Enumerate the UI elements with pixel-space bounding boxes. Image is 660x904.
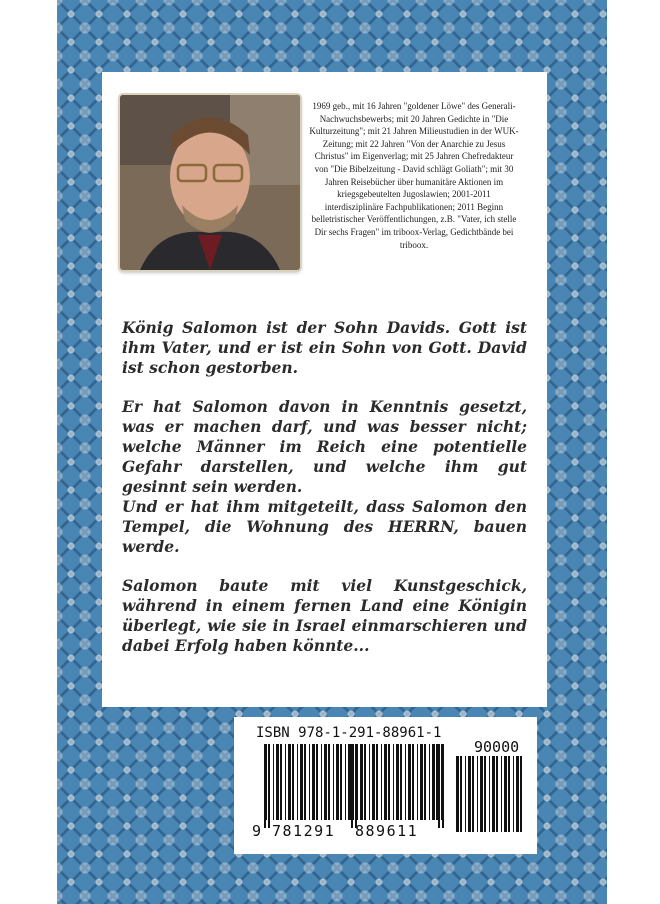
barcode-bar xyxy=(273,744,274,820)
price-code: 90000 xyxy=(474,738,520,756)
barcode-bar xyxy=(276,744,279,820)
barcode-bar xyxy=(405,744,406,820)
barcode-bar xyxy=(460,756,462,832)
barcode-bar xyxy=(436,744,438,820)
barcode-bar xyxy=(424,744,426,820)
barcode-bar xyxy=(348,744,351,820)
barcode-guard-bar xyxy=(264,744,266,828)
barcode-guard-bar xyxy=(351,744,353,828)
barcode-bar xyxy=(465,756,466,832)
barcode-bar xyxy=(441,744,442,820)
barcode-bar xyxy=(288,744,291,820)
barcode-bar xyxy=(417,744,418,820)
isbn-label: ISBN 978-1-291-88961-1 xyxy=(256,725,442,741)
barcode-guard-bar xyxy=(268,744,270,828)
barcode-bar xyxy=(381,744,382,820)
barcode-bar xyxy=(468,756,471,832)
barcode-left-digits: 781291 xyxy=(272,822,336,840)
barcode-bar xyxy=(480,756,483,832)
barcode-bar xyxy=(312,744,315,820)
barcode-guard-bar xyxy=(438,744,440,828)
barcode-bar xyxy=(369,744,370,820)
barcode-bar xyxy=(316,744,318,820)
blurb-paragraph: Salomon baute mit viel Kunstgeschick, während in einem fernen Land eine Königin überlegt, wie sie in Israel einmarschieren und dabei Erfolg haben könnte... xyxy=(122,576,527,655)
barcode-bar xyxy=(321,744,322,820)
barcode-bar xyxy=(324,744,327,820)
barcode-bar xyxy=(357,744,358,820)
author-bio: 1969 geb., mit 16 Jahren "goldener Löwe" des Generali-Nachwuchsbewerbs; mit 20 Jahren Gedichte in "Die Kulturzeitung"; mit 21 Jahren Milieustudien in der WUK-Zeitung; mit 22 Jahren "Von der Anarchie zu Jesus Christus" im Eigenverlag; mit 25 Jahren Chefredakteur von "Die Bibelzeitung - David schlägt Goliath"; mit 30 Jahren Reisebücher über humanitäre Aktionen im kriegsgebeutelten Jugoslawien; 2001-2011 interdisziplinäre Fachpublikationen; 2011 Beginn belletristischer Veröffentlichungen, z.B. "Vater, ich stelle Dir sechs Fragen" im triboox-Verlag, Gedichtbände bei triboox. xyxy=(309,101,519,250)
barcode-bar xyxy=(345,744,346,820)
barcode-bar xyxy=(400,744,402,820)
barcode-bar xyxy=(388,744,390,820)
barcode-bar xyxy=(364,744,366,820)
barcode-bar xyxy=(520,756,522,832)
blurb-paragraph: König Salomon ist der Sohn Davids. Gott ist ihm Vater, und er ist ein Sohn von Gott. David ist schon gestorben. xyxy=(122,318,527,377)
barcode-bar xyxy=(412,744,414,820)
barcode-bar xyxy=(432,744,435,820)
barcode-bar xyxy=(513,756,514,832)
barcode-bar xyxy=(393,744,394,820)
barcode-bar xyxy=(376,744,378,820)
barcode-bar xyxy=(285,744,286,820)
barcode-guard-bar xyxy=(355,744,357,828)
barcode-bar xyxy=(280,744,282,820)
barcode-right-digits: 889611 xyxy=(355,822,419,840)
barcode-bar xyxy=(384,744,387,820)
barcode-bar xyxy=(496,756,498,832)
barcode-bar xyxy=(501,756,502,832)
barcode-bar xyxy=(396,744,399,820)
barcode-bar xyxy=(333,744,334,820)
barcode-bar xyxy=(516,756,519,832)
barcode-bar xyxy=(429,744,430,820)
barcode-bar xyxy=(508,756,510,832)
barcode-bar xyxy=(340,744,342,820)
barcode-bar xyxy=(504,756,507,832)
barcode-bar xyxy=(472,756,474,832)
barcode-bar xyxy=(300,744,303,820)
barcode-bar xyxy=(297,744,298,820)
barcode-bar xyxy=(372,744,375,820)
barcode-bar xyxy=(328,744,330,820)
barcode-bar xyxy=(420,744,423,820)
barcode-first-digit: 9 xyxy=(252,822,262,840)
barcode-bar xyxy=(309,744,310,820)
barcode-bar xyxy=(456,756,459,832)
barcode-bar xyxy=(492,756,495,832)
barcode-bar xyxy=(408,744,411,820)
barcode-bar xyxy=(292,744,294,820)
barcode-bar xyxy=(477,756,478,832)
barcode-bar xyxy=(336,744,339,820)
blurb-paragraph: Er hat Salomon davon in Kenntnis gesetzt, was er machen darf, und was besser nicht; welche Männer im Reich eine potentielle Gefahr darstellen, und welche ihm gut gesinnt sein werden. Und er hat ihm mitgeteilt, dass Salomon den Tempel, die Wohnung des HERRN, bauen werde. xyxy=(122,397,527,556)
barcode-guard-bar xyxy=(442,744,444,828)
barcode-bar xyxy=(484,756,486,832)
barcode-bar xyxy=(304,744,306,820)
barcode-bar xyxy=(489,756,490,832)
barcode-bar xyxy=(360,744,363,820)
